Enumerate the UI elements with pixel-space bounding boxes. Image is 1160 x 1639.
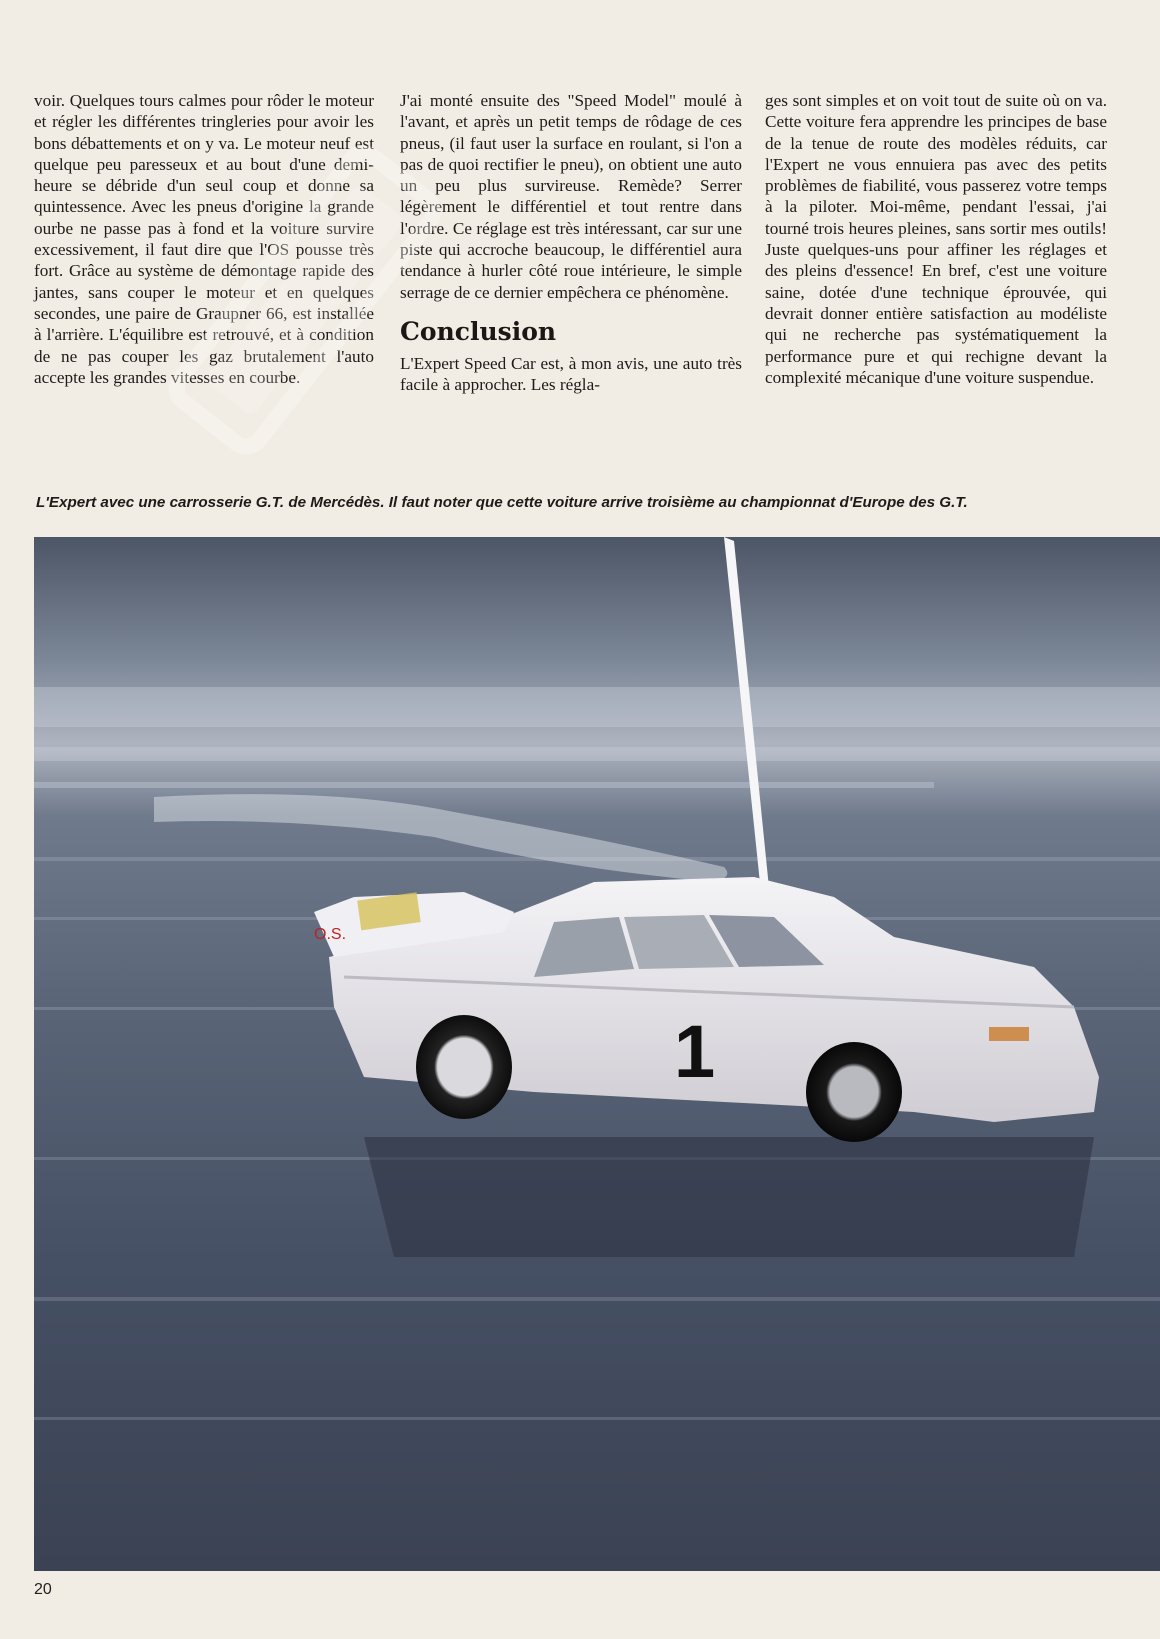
article-text: L'Expert Speed Car est, à mon avis, une auto très facile à approcher. Les régla-	[400, 353, 742, 395]
article-text: voir. Quelques tours calmes pour rôder le moteur et régler les différentes tringleries pour avoir les bons débattements et on y va. Le moteur neuf est quelque peu paresseux et au bout d'une demi-heure se débride d'un seul coup et donne sa quintessence. Avec les pneus d'origine la grande ourbe ne passe pas à fond et la voiture survire excessivement, il faut dire que l'OS pousse très fort. Grâce au système de démontage rapide des jantes, sans couper le moteur et en quelques secondes, une paire de Graupner 66, est installée à l'arrière. L'équilibre est retrouvé, et à condition de ne pas couper les gaz brutalement l'auto accepte les grandes vitesses en courbe.	[34, 91, 374, 387]
section-heading: Conclusion	[400, 316, 557, 346]
article-column-1	[34, 90, 374, 388]
page-number: 20	[34, 1581, 52, 1598]
car-number: 1	[674, 1010, 716, 1093]
article-text: J'ai monté ensuite des "Speed Model" moulé à l'avant, et après un petit temps de rôdage de ces pneus, (il faut user la surface en roulant, si l'on a pas de quoi rectifier le pneu), on obtient une auto un peu plus survireuse. Remède? Serrer légèrement le différentiel et tout rentre dans l'ordre. Ce réglage est très intéressant, car sur une piste qui accroche beaucoup, le différentiel aura tendance à hurler côté roue intérieure, le simple serrage de ce dernier empêchera ce phénomène.	[400, 91, 742, 302]
article-column-3	[765, 90, 1107, 388]
photo-caption: L'Expert avec une carrosserie G.T. de Mercédès. Il faut noter que cette voiture arrive troisième au championnat d'Europe des G.T.	[36, 494, 968, 511]
article-column-2	[400, 90, 742, 396]
article-text: ges sont simples et on voit tout de suite où on va. Cette voiture fera apprendre les principes de base de la tenue de route des modèles réduits, car l'Expert ne vous ennuiera pas avec des petits problèmes de fiabilité, vous passerez votre temps à la piloter. Moi-même, pendant l'essai, j'ai tourné trois heures pleines, sans sortir mes outils! Juste quelques-uns pour affiner les réglages et des pleins d'essence! En bref, c'est une voiture saine, dotée d'une technique éprouvée, qui devrait donner entière satisfaction au modéliste qui ne recherche pas systématiquement la performance pure et qui rechigne devant la complexité mécanique d'une voiture suspendue.	[765, 91, 1107, 387]
rc-car-photo	[34, 537, 1160, 1571]
wing-decal: O.S.	[314, 926, 347, 943]
